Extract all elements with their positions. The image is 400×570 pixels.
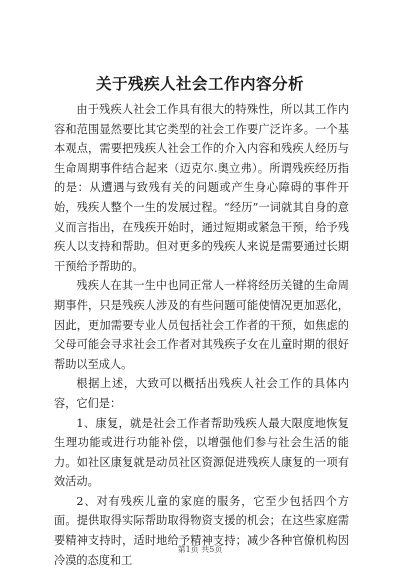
paragraph-1: 由于残疾人社会工作具有很大的特殊性，所以其工作内容和范围显然要比其它类型的社会工作要广泛许多。一个基本观点，需要把残疾人社会工作的介入内容和残疾人经历与生命周期事件结合起来（迈克尔.奥立弗）。所谓残疾经历指的是：从遭遇与致残有关的问题或产生身心障碍的事件开始，残疾人整个一生的发展过程。“经历”一词就其自身的意义而言指出，在残疾开始时，通过短期或紧急干预，给予残疾人以支持和帮助。但对更多的残疾人来说是需要通过长期干预给予帮助的。 xyxy=(54,103,349,273)
page-number-footer: 第1页 共5页 xyxy=(177,545,223,554)
paragraph-5: 2、对有残疾儿童的家庭的服务，它至少包括四个方面。提供取得实际帮助取得物资支援的机会；在这些家庭需要精神支持时，适时地给予精神支持；减少各种官僚机构因冷漠的态度和工 xyxy=(54,494,349,567)
document-title: 关于残疾人社会工作内容分析 xyxy=(95,74,304,93)
document-body xyxy=(54,100,349,570)
paragraph-4: 1、康复，就是社会工作者帮助残疾人最大限度地恢复生理功能或进行功能补偿，以增强他们参与社会生活的能力。如社区康复就是动员社区资源促进残疾人康复的一项有效活动。 xyxy=(54,416,349,489)
paragraph-2: 残疾人在其一生中也同正常人一样将经历关键的生命周期事件，只是残疾人涉及的有些问题可能使情况更加恶化，因此，更加需要专业人员包括社会工作者的干预，如焦虑的父母可能会寻求社会工作者对其残疾子女在儿童时期的很好帮助以至成人。 xyxy=(54,279,349,371)
paragraph-3: 根据上述，大致可以概括出残疾人社会工作的具体内容，它们是： xyxy=(54,377,349,410)
